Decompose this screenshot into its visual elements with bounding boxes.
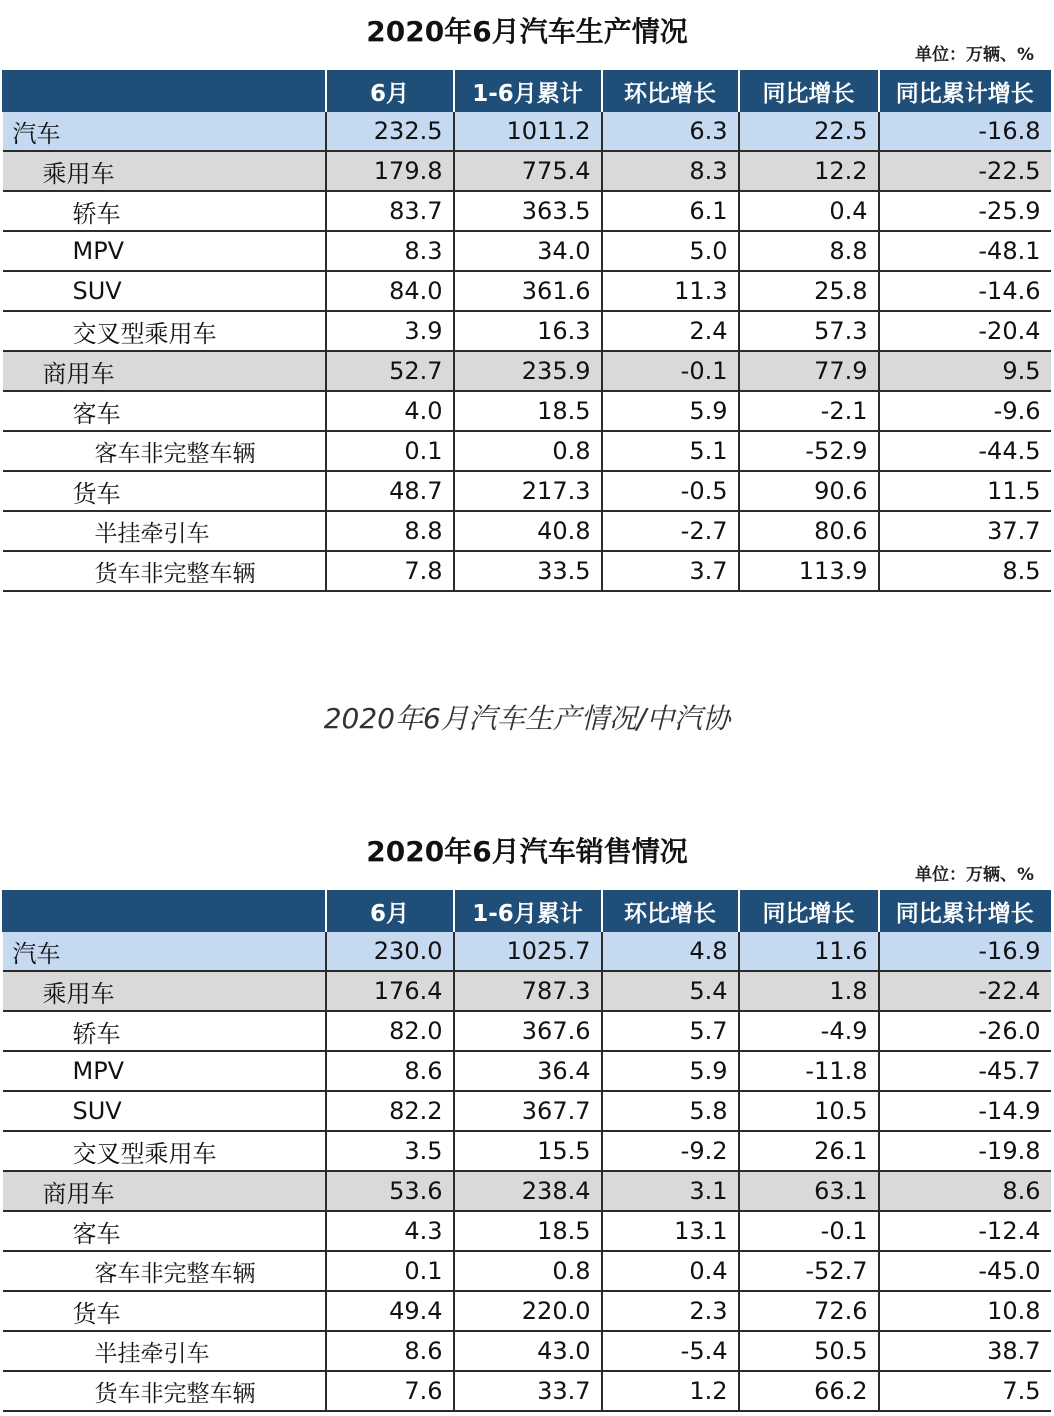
cell-cumulative: 363.5	[454, 191, 602, 231]
table-row	[3, 231, 1051, 271]
sales-header-month: 6月	[326, 891, 454, 932]
cell-mom: 5.9	[602, 1051, 739, 1091]
row-label-cell	[3, 1091, 326, 1131]
row-label-cell	[3, 311, 326, 351]
cell-cumulative: 0.8	[454, 431, 602, 471]
row-label: 轿车	[72, 199, 121, 228]
cell-yoy-cumulative: -44.5	[879, 431, 1051, 471]
row-label: 汽车	[12, 119, 61, 148]
cell-month: 53.6	[326, 1171, 454, 1211]
table-row	[3, 391, 1051, 431]
table-row	[3, 1011, 1051, 1051]
cell-yoy-cumulative: 8.6	[879, 1171, 1051, 1211]
table-row	[3, 471, 1051, 511]
row-label-cell	[3, 932, 326, 972]
cell-yoy: 10.5	[739, 1091, 879, 1131]
cell-yoy: 25.8	[739, 271, 879, 311]
cell-cumulative: 43.0	[454, 1331, 602, 1371]
production-header-yoy-cumulative: 同比累计增长	[879, 71, 1051, 112]
cell-yoy: 72.6	[739, 1291, 879, 1331]
sales-header-yoy-cumulative: 同比累计增长	[879, 891, 1051, 932]
cell-mom: 5.9	[602, 391, 739, 431]
cell-cumulative: 367.7	[454, 1091, 602, 1131]
row-label: 货车非完整车辆	[94, 1380, 256, 1407]
cell-mom: -5.4	[602, 1331, 739, 1371]
row-label: 货车	[72, 479, 121, 508]
cell-month: 8.6	[326, 1051, 454, 1091]
row-label-cell	[3, 1131, 326, 1171]
cell-yoy: 1.8	[739, 971, 879, 1011]
row-label-cell	[3, 1251, 326, 1291]
table-row	[3, 1331, 1051, 1371]
cell-yoy: -52.7	[739, 1251, 879, 1291]
sales-header-yoy: 同比增长	[739, 891, 879, 932]
cell-yoy: -4.9	[739, 1011, 879, 1051]
cell-yoy-cumulative: -12.4	[879, 1211, 1051, 1251]
cell-month: 83.7	[326, 191, 454, 231]
row-label-cell	[3, 191, 326, 231]
table-row	[3, 971, 1051, 1011]
cell-yoy: 11.6	[739, 932, 879, 972]
cell-cumulative: 0.8	[454, 1251, 602, 1291]
table-row	[3, 1131, 1051, 1171]
cell-cumulative: 787.3	[454, 971, 602, 1011]
row-label-cell	[3, 1211, 326, 1251]
row-label: MPV	[72, 237, 125, 265]
cell-month: 82.0	[326, 1011, 454, 1051]
row-label: MPV	[72, 1057, 125, 1085]
cell-month: 48.7	[326, 471, 454, 511]
sales-table	[2, 890, 1051, 1412]
row-label-cell	[3, 1371, 326, 1411]
cell-mom: -9.2	[602, 1131, 739, 1171]
cell-month: 0.1	[326, 431, 454, 471]
cell-month: 7.8	[326, 551, 454, 591]
cell-cumulative: 217.3	[454, 471, 602, 511]
cell-yoy-cumulative: -14.6	[879, 271, 1051, 311]
cell-cumulative: 18.5	[454, 391, 602, 431]
cell-yoy-cumulative: -9.6	[879, 391, 1051, 431]
production-caption: 2020年6月汽车生产情况/中汽协	[323, 702, 731, 735]
row-label: 轿车	[72, 1019, 121, 1048]
cell-month: 52.7	[326, 351, 454, 391]
sales-unit: 单位：万辆、%	[914, 865, 1034, 885]
cell-cumulative: 361.6	[454, 271, 602, 311]
row-label-cell	[3, 391, 326, 431]
row-label-cell	[3, 1051, 326, 1091]
cell-yoy-cumulative: 10.8	[879, 1291, 1051, 1331]
cell-mom: 6.3	[602, 112, 739, 152]
row-label: 交叉型乘用车	[72, 1139, 217, 1168]
cell-mom: 5.0	[602, 231, 739, 271]
row-label: 半挂牵引车	[94, 520, 210, 547]
cell-yoy: -52.9	[739, 431, 879, 471]
production-table	[2, 70, 1051, 592]
cell-mom: 5.8	[602, 1091, 739, 1131]
cell-yoy-cumulative: 9.5	[879, 351, 1051, 391]
cell-yoy-cumulative: 8.5	[879, 551, 1051, 591]
row-label: 客车非完整车辆	[94, 1260, 256, 1287]
sales-header-row	[3, 891, 1051, 932]
row-label: 客车非完整车辆	[94, 440, 256, 467]
row-label: 货车	[72, 1299, 121, 1328]
cell-month: 82.2	[326, 1091, 454, 1131]
table-row	[3, 431, 1051, 471]
cell-month: 176.4	[326, 971, 454, 1011]
cell-yoy-cumulative: -25.9	[879, 191, 1051, 231]
cell-yoy: 77.9	[739, 351, 879, 391]
cell-mom: -0.5	[602, 471, 739, 511]
cell-mom: 0.4	[602, 1251, 739, 1291]
cell-yoy-cumulative: -16.9	[879, 932, 1051, 972]
cell-yoy-cumulative: -48.1	[879, 231, 1051, 271]
cell-mom: 5.4	[602, 971, 739, 1011]
cell-mom: 1.2	[602, 1371, 739, 1411]
production-header-mom: 环比增长	[602, 71, 739, 112]
cell-yoy: 50.5	[739, 1331, 879, 1371]
row-label: 半挂牵引车	[94, 1340, 210, 1367]
cell-yoy-cumulative: -22.5	[879, 151, 1051, 191]
cell-mom: 5.7	[602, 1011, 739, 1051]
cell-yoy-cumulative: 38.7	[879, 1331, 1051, 1371]
table-row	[3, 112, 1051, 152]
cell-month: 230.0	[326, 932, 454, 972]
row-label: 交叉型乘用车	[72, 319, 217, 348]
row-label-cell	[3, 431, 326, 471]
cell-yoy: 80.6	[739, 511, 879, 551]
production-header-month: 6月	[326, 71, 454, 112]
cell-cumulative: 33.7	[454, 1371, 602, 1411]
table-row	[3, 551, 1051, 591]
cell-yoy-cumulative: -26.0	[879, 1011, 1051, 1051]
production-header-row	[3, 71, 1051, 112]
table-row	[3, 311, 1051, 351]
cell-yoy: -11.8	[739, 1051, 879, 1091]
table-row	[3, 151, 1051, 191]
cell-yoy: 66.2	[739, 1371, 879, 1411]
cell-mom: 6.1	[602, 191, 739, 231]
production-unit: 单位：万辆、%	[914, 45, 1034, 65]
cell-cumulative: 1025.7	[454, 932, 602, 972]
table-row	[3, 1051, 1051, 1091]
cell-cumulative: 18.5	[454, 1211, 602, 1251]
row-label-cell	[3, 511, 326, 551]
cell-mom: 13.1	[602, 1211, 739, 1251]
row-label: 货车非完整车辆	[94, 560, 256, 587]
cell-mom: 11.3	[602, 271, 739, 311]
cell-cumulative: 367.6	[454, 1011, 602, 1051]
cell-month: 49.4	[326, 1291, 454, 1331]
row-label-cell	[3, 231, 326, 271]
row-label-cell	[3, 271, 326, 311]
cell-yoy-cumulative: -19.8	[879, 1131, 1051, 1171]
cell-month: 3.9	[326, 311, 454, 351]
cell-yoy: 0.4	[739, 191, 879, 231]
cell-mom: 2.3	[602, 1291, 739, 1331]
cell-yoy: 12.2	[739, 151, 879, 191]
sales-header-cumulative: 1-6月累计	[454, 891, 602, 932]
row-label-cell	[3, 1331, 326, 1371]
cell-yoy: 22.5	[739, 112, 879, 152]
cell-cumulative: 238.4	[454, 1171, 602, 1211]
cell-yoy: 8.8	[739, 231, 879, 271]
cell-month: 179.8	[326, 151, 454, 191]
production-header-item	[3, 71, 326, 112]
row-label: SUV	[72, 277, 122, 305]
cell-yoy: -2.1	[739, 391, 879, 431]
cell-mom: 8.3	[602, 151, 739, 191]
table-row	[3, 351, 1051, 391]
cell-mom: 3.1	[602, 1171, 739, 1211]
row-label-cell	[3, 551, 326, 591]
cell-yoy-cumulative: -20.4	[879, 311, 1051, 351]
row-label: 汽车	[12, 939, 61, 968]
cell-yoy-cumulative: -45.0	[879, 1251, 1051, 1291]
cell-yoy: 63.1	[739, 1171, 879, 1211]
cell-month: 84.0	[326, 271, 454, 311]
cell-yoy: 90.6	[739, 471, 879, 511]
row-label: 商用车	[42, 1179, 115, 1208]
row-label-cell	[3, 151, 326, 191]
row-label: 客车	[72, 1219, 121, 1248]
table-row	[3, 1291, 1051, 1331]
cell-mom: -0.1	[602, 351, 739, 391]
sales-title: 2020年6月汽车销售情况	[366, 835, 688, 868]
cell-month: 3.5	[326, 1131, 454, 1171]
row-label: 商用车	[42, 359, 115, 388]
table-row	[3, 271, 1051, 311]
cell-month: 7.6	[326, 1371, 454, 1411]
production-header-yoy: 同比增长	[739, 71, 879, 112]
row-label-cell	[3, 1011, 326, 1051]
cell-month: 4.0	[326, 391, 454, 431]
sales-header-mom: 环比增长	[602, 891, 739, 932]
cell-month: 232.5	[326, 112, 454, 152]
cell-month: 0.1	[326, 1251, 454, 1291]
row-label: SUV	[72, 1097, 122, 1125]
cell-yoy-cumulative: 37.7	[879, 511, 1051, 551]
row-label: 客车	[72, 399, 121, 428]
row-label-cell	[3, 471, 326, 511]
cell-yoy-cumulative: -22.4	[879, 971, 1051, 1011]
row-label-cell	[3, 1291, 326, 1331]
cell-month: 8.6	[326, 1331, 454, 1371]
table-row	[3, 511, 1051, 551]
cell-yoy: -0.1	[739, 1211, 879, 1251]
table-row	[3, 1091, 1051, 1131]
table-row	[3, 932, 1051, 972]
cell-yoy-cumulative: -45.7	[879, 1051, 1051, 1091]
cell-yoy-cumulative: -16.8	[879, 112, 1051, 152]
cell-yoy-cumulative: 11.5	[879, 471, 1051, 511]
cell-yoy-cumulative: -14.9	[879, 1091, 1051, 1131]
cell-cumulative: 16.3	[454, 311, 602, 351]
table-row	[3, 1371, 1051, 1411]
table-row	[3, 1211, 1051, 1251]
cell-cumulative: 34.0	[454, 231, 602, 271]
cell-month: 8.3	[326, 231, 454, 271]
row-label-cell	[3, 351, 326, 391]
row-label-cell	[3, 1171, 326, 1211]
cell-cumulative: 220.0	[454, 1291, 602, 1331]
row-label: 乘用车	[42, 159, 115, 188]
cell-month: 4.3	[326, 1211, 454, 1251]
table-row	[3, 1251, 1051, 1291]
production-title: 2020年6月汽车生产情况	[366, 15, 688, 48]
production-header-cumulative: 1-6月累计	[454, 71, 602, 112]
cell-cumulative: 40.8	[454, 511, 602, 551]
sales-header-item	[3, 891, 326, 932]
cell-yoy-cumulative: 7.5	[879, 1371, 1051, 1411]
cell-cumulative: 235.9	[454, 351, 602, 391]
cell-cumulative: 775.4	[454, 151, 602, 191]
row-label-cell	[3, 112, 326, 152]
row-label-cell	[3, 971, 326, 1011]
cell-mom: -2.7	[602, 511, 739, 551]
cell-mom: 4.8	[602, 932, 739, 972]
cell-month: 8.8	[326, 511, 454, 551]
cell-yoy: 57.3	[739, 311, 879, 351]
cell-cumulative: 1011.2	[454, 112, 602, 152]
table-row	[3, 1171, 1051, 1211]
table-row	[3, 191, 1051, 231]
cell-cumulative: 15.5	[454, 1131, 602, 1171]
cell-mom: 5.1	[602, 431, 739, 471]
cell-cumulative: 33.5	[454, 551, 602, 591]
cell-mom: 3.7	[602, 551, 739, 591]
row-label: 乘用车	[42, 979, 115, 1008]
cell-yoy: 26.1	[739, 1131, 879, 1171]
cell-mom: 2.4	[602, 311, 739, 351]
cell-cumulative: 36.4	[454, 1051, 602, 1091]
cell-yoy: 113.9	[739, 551, 879, 591]
